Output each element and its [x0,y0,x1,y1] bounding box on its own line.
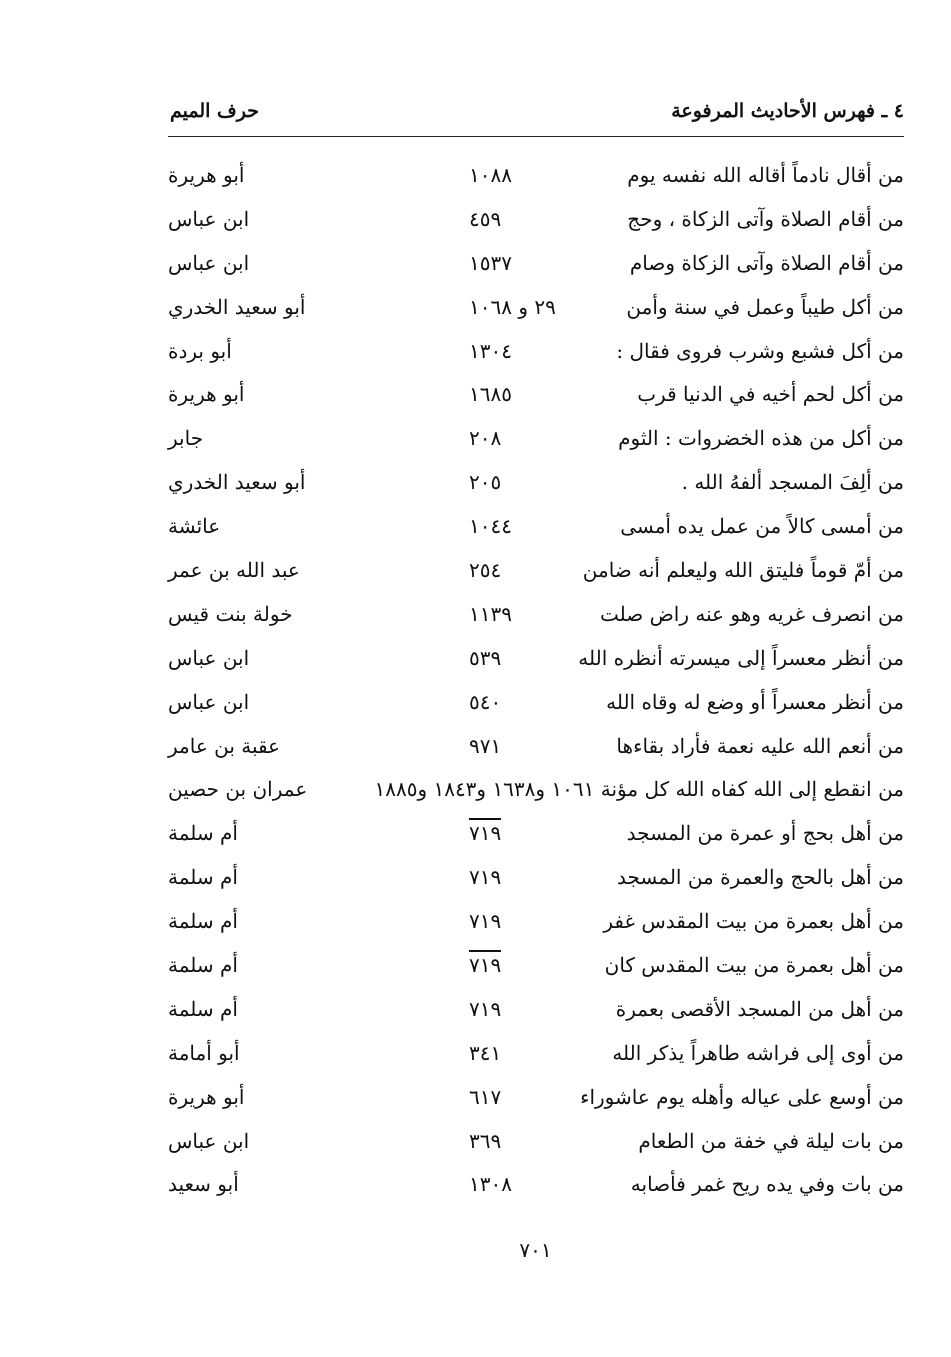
hadith-opening-text: من أهل بعمرة من بيت المقدس غفر [603,909,904,934]
narrator-name: أم سلمة [168,909,238,934]
hadith-opening-text: من أهل من المسجد الأقصى بعمرة [615,996,904,1021]
index-row [168,199,904,243]
narrator-name: ابن عباس [168,206,250,231]
hadith-number [469,295,569,319]
index-row [168,418,904,462]
narrator-name: أم سلمة [168,996,238,1021]
index-row [168,857,904,901]
hadith-opening-text: من أهل بالحج والعمرة من المسجد [617,865,904,890]
hadith-number-value: ١٠٨٨ [469,163,512,187]
narrator-name: ابن عباس [168,645,250,670]
page-header [168,96,904,137]
hadith-opening-text: من أوى إلى فراشه طاهراً يذكر الله [612,1040,904,1065]
hadith-number-value: ١٠٤٤ [469,514,512,539]
index-row [168,243,904,287]
hadith-number-value: ٢٠٨ [469,426,502,451]
hadith-index-list [168,155,904,1208]
hadith-number [469,1041,569,1065]
narrator-name: عقبة بن عامر [168,733,281,758]
hadith-opening-text: من بات ليلة في خفة من الطعام [638,1128,904,1153]
page-number: ٧٠١ [519,1238,552,1262]
narrator-name: ابن عباس [168,689,250,714]
hadith-number [469,690,569,714]
hadith-opening-text: من أكل لحم أخيه في الدنيا قرب [637,382,904,407]
index-row [168,1077,904,1121]
narrator-name: أبو هريرة [168,163,245,187]
hadith-number [469,339,569,363]
narrator-name: عائشة [168,514,221,539]
hadith-number [469,865,569,889]
hadith-number-value: ٢٥٤ [469,558,502,583]
hadith-number [469,470,569,494]
narrator-name: أبو أمامة [168,1040,240,1065]
hadith-number-value: ٧١٩ [469,950,501,977]
hadith-number [469,1085,569,1109]
hadith-number-value: ٦١٧ [469,1084,502,1109]
hadith-number [469,821,569,845]
narrator-name: أم سلمة [168,821,238,846]
index-row [168,1121,904,1165]
index-row [168,989,904,1033]
index-row [168,155,904,199]
index-row [168,1033,904,1077]
hadith-opening-text: من أقال نادماً أقاله الله نفسه يوم [627,163,904,187]
hadith-opening-text: من أنظر معسراً إلى ميسرته أنظره الله [578,645,904,670]
index-row [168,1164,904,1208]
narrator-name: ابن عباس [168,250,250,275]
hadith-number [469,382,569,406]
hadith-number-value: ٢٠٥ [469,470,502,495]
index-row [168,331,904,375]
hadith-opening-text: من ألِفَ المسجد ألفهُ الله . [681,470,904,495]
hadith-number-value: ١٣٠٨ [469,1172,512,1197]
narrator-name: أبو سعيد الخدري [168,294,306,319]
hadith-opening-text: من بات وفي يده ريح غمر فأصابه [630,1172,904,1197]
header-letter-title: حرف الميم [170,100,259,122]
hadith-number-value: ٥٤٠ [469,689,502,714]
hadith-number [469,646,569,670]
hadith-number-value: ٧١٩ [469,818,501,845]
index-row [168,638,904,682]
hadith-opening-text: من أمّ قوماً فليتق الله وليعلم أنه ضامن [582,558,904,583]
hadith-number [469,953,569,977]
hadith-number [469,251,569,275]
narrator-name: أم سلمة [168,953,238,978]
index-row [168,813,904,857]
hadith-opening-text: من أنظر معسراً أو وضع له وقاه الله [606,689,904,714]
hadith-number [469,1129,569,1153]
hadith-number [469,734,569,758]
hadith-number-value: ١٥٣٧ [469,250,512,275]
hadith-number [469,163,569,187]
hadith-number-value: ١٣٠٤ [469,338,512,363]
hadith-number [469,207,569,231]
narrator-name: أم سلمة [168,865,238,890]
hadith-number-value: ٥٣٩ [469,645,502,670]
hadith-number-value: ٧١٩ [469,909,502,934]
hadith-number [469,514,569,538]
hadith-number-value: ١١٣٩ [469,601,512,626]
hadith-number-value: ٧١٩ [469,996,502,1021]
hadith-opening-text: من أنعم الله عليه نعمة فأراد بقاءها [616,733,904,758]
hadith-opening-text: من أكل طيباً وعمل في سنة وأمن [626,294,904,319]
narrator-name: أبو سعيد [168,1172,239,1197]
hadith-number-value: ٣٦٩ [469,1128,502,1153]
index-row [168,726,904,770]
hadith-number [469,909,569,933]
hadith-number-value: ٩٧١ [469,733,502,758]
header-section-title: ٤ ـ فهرس الأحاديث المرفوعة [671,100,904,122]
hadith-opening-text: من أكل من هذه الخضروات : الثوم [618,426,904,451]
hadith-number-value: ٤٥٩ [469,206,502,231]
index-row [168,287,904,331]
hadith-opening-text: من أهل بحج أو عمرة من المسجد [626,821,904,846]
hadith-number [469,558,569,582]
hadith-number-value: ٣٤١ [469,1040,502,1065]
narrator-name: جابر [168,426,204,451]
narrator-name: أبو سعيد الخدري [168,470,306,495]
hadith-number [469,426,569,450]
index-row [168,769,904,813]
index-row [168,945,904,989]
narrator-name: عمران بن حصين [168,777,308,802]
hadith-number [469,1172,569,1196]
hadith-number [469,997,569,1021]
index-row [168,550,904,594]
hadith-opening-text: من انصرف غريه وهو عنه راض صلت [600,601,904,626]
index-row [168,682,904,726]
index-row [168,901,904,945]
hadith-number-value: ٧١٩ [469,865,502,890]
narrator-name: عبد الله بن عمر [168,558,300,583]
hadith-opening-text: من أقام الصلاة وآتى الزكاة ، وحج [627,206,904,231]
hadith-opening-text: من أمسى كالاً من عمل يده أمسى [620,514,904,539]
narrator-name: أبو بردة [168,338,232,363]
narrator-name: أبو هريرة [168,1084,245,1109]
index-row [168,374,904,418]
hadith-opening-text: من أقام الصلاة وآتى الزكاة وصام [629,250,904,275]
hadith-number-value: ٢٩ و ١٠٦٨ [469,294,556,319]
narrator-name: خولة بنت قيس [168,601,293,626]
index-row [168,594,904,638]
index-row [168,462,904,506]
hadith-opening-text: من انقطع إلى الله كفاه الله كل مؤنة ١٠٦١ و١٦٣٨ و١٨٤٣ و١٨٨٥ [374,777,904,802]
narrator-name: ابن عباس [168,1128,250,1153]
hadith-opening-text: من أهل بعمرة من بيت المقدس كان [604,953,904,978]
index-row [168,506,904,550]
narrator-name: أبو هريرة [168,382,245,407]
hadith-number [469,602,569,626]
hadith-opening-text: من أوسع على عياله وأهله يوم عاشوراء [580,1084,904,1109]
hadith-number-value: ١٦٨٥ [469,382,512,407]
hadith-opening-text: من أكل فشبع وشرب فروى فقال : [616,338,904,363]
